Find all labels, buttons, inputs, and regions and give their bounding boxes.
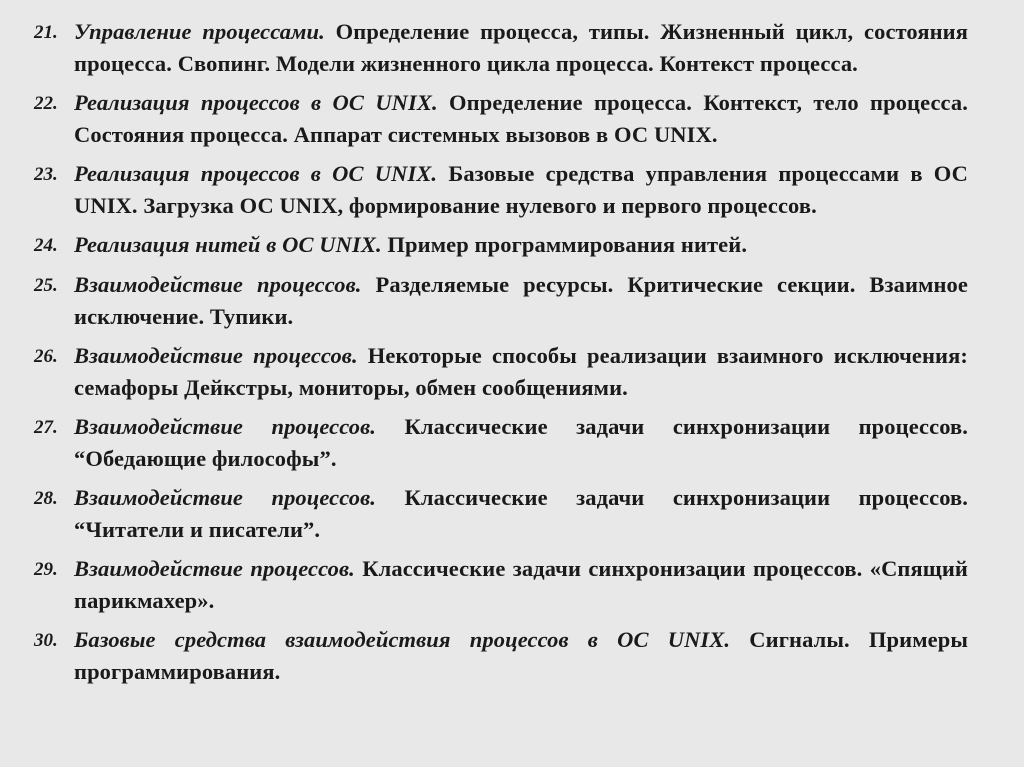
item-topic: Реализация нитей в ОС UNIX. — [74, 232, 382, 257]
item-description: Классические задачи синхронизации процессов. “Обедающие философы”. — [74, 414, 968, 471]
item-topic: Взаимодействие процессов. — [74, 414, 377, 439]
item-number: 24. — [34, 235, 58, 256]
item-text — [74, 340, 968, 404]
item-description: Классические задачи синхронизации процессов. «Спящий парикмахер». — [74, 556, 968, 613]
item-description: Сигналы. Примеры программирования. — [74, 627, 968, 684]
exam-questions-list — [34, 16, 968, 695]
list-item — [34, 158, 968, 222]
item-topic: Реализация процессов в ОС UNIX. — [74, 161, 438, 186]
item-text — [74, 553, 968, 617]
item-description: Некоторые способы реализации взаимного исключения: семафоры Дейкстры, мониторы, обмен сообщениями. — [74, 343, 968, 400]
item-text — [74, 482, 968, 546]
list-item — [34, 269, 968, 333]
item-topic: Взаимодействие процессов. — [74, 485, 377, 510]
item-text — [74, 16, 968, 80]
list-item — [34, 624, 968, 688]
item-text — [74, 87, 968, 151]
item-number: 27. — [34, 417, 58, 438]
item-topic: Взаимодействие процессов. — [74, 343, 358, 368]
list-item — [34, 482, 968, 546]
list-item — [34, 16, 968, 80]
item-description: Определение процесса. Контекст, тело процесса. Состояния процесса. Аппарат системных вызовов в ОС UNIX. — [74, 90, 968, 147]
item-description: Пример программирования нитей. — [381, 232, 748, 257]
item-number: 26. — [34, 346, 58, 367]
item-number: 21. — [34, 22, 58, 43]
item-number: 28. — [34, 488, 58, 509]
list-item — [34, 411, 968, 475]
list-item — [34, 340, 968, 404]
item-topic: Взаимодействие процессов. — [74, 556, 355, 581]
item-topic: Базовые средства взаимодействия процессов в ОС UNIX. — [74, 627, 731, 652]
item-number: 29. — [34, 559, 58, 580]
item-text — [74, 229, 968, 261]
list-item — [34, 229, 968, 262]
item-description: Классические задачи синхронизации процессов. “Читатели и писатели”. — [74, 485, 968, 542]
item-text — [74, 624, 968, 688]
item-text — [74, 158, 968, 222]
item-text — [74, 269, 968, 333]
list-item — [34, 87, 968, 151]
item-description: Определение процесса, типы. Жизненный цикл, состояния процесса. Свопинг. Модели жизненного цикла процесса. Контекст процесса. — [74, 19, 968, 76]
item-topic: Взаимодействие процессов. — [74, 272, 362, 297]
item-description: Базовые средства управления процессами в ОС UNIX. Загрузка ОС UNIX, формирование нулевого и первого процессов. — [74, 161, 968, 218]
item-topic: Управление процессами. — [74, 19, 325, 44]
list-item — [34, 553, 968, 617]
item-text — [74, 411, 968, 475]
item-number: 25. — [34, 275, 58, 296]
item-number: 23. — [34, 164, 58, 185]
item-number: 30. — [34, 630, 58, 651]
item-topic: Реализация процессов в ОС UNIX. — [74, 90, 438, 115]
item-description: Разделяемые ресурсы. Критические секции. Взаимное исключение. Тупики. — [74, 272, 968, 329]
item-number: 22. — [34, 93, 58, 114]
